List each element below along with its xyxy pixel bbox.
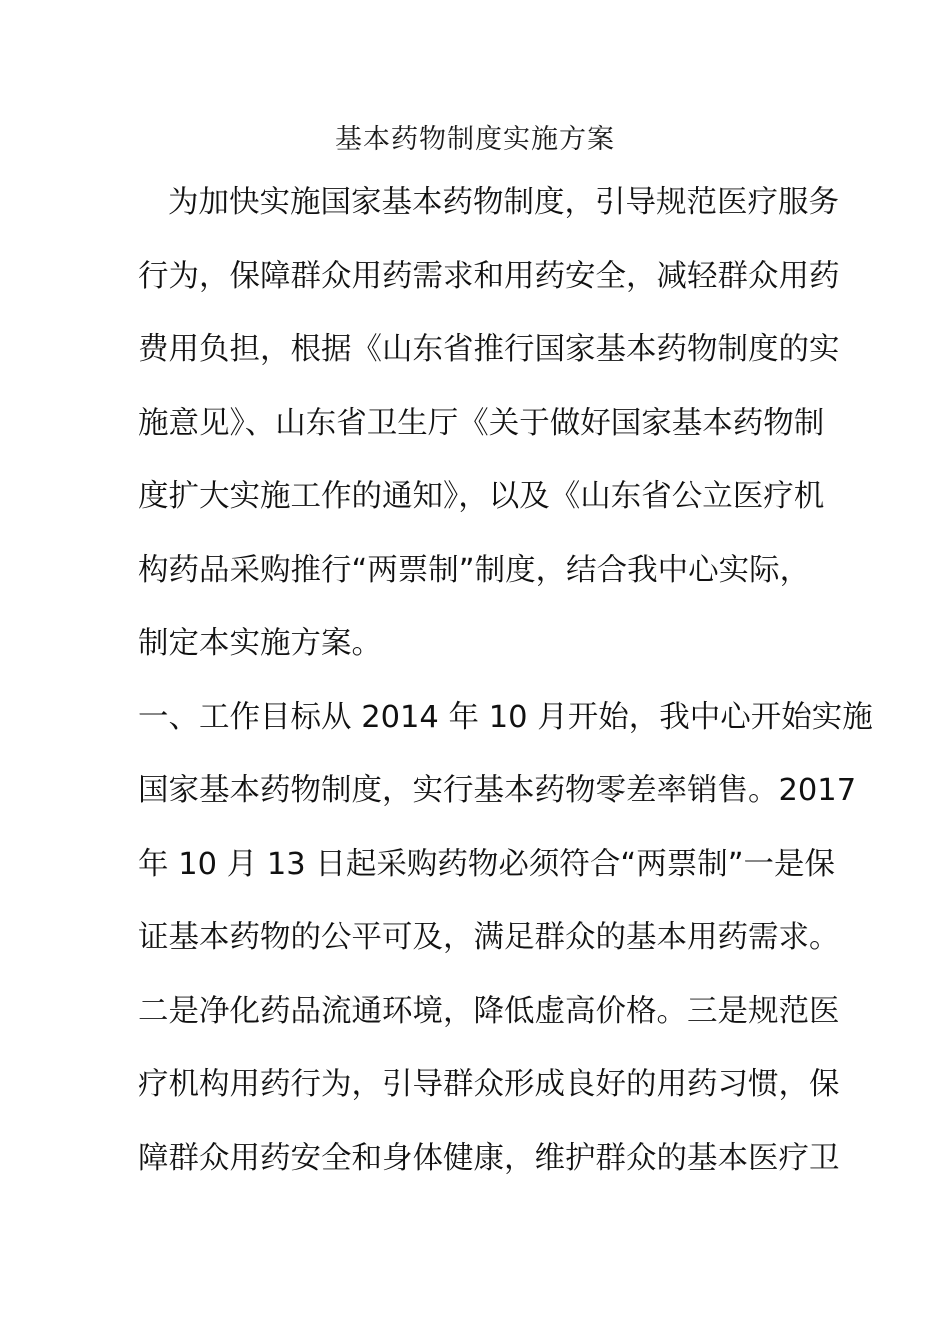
body-line: 度扩大实施工作的通知》，以及《山东省公立医疗机 [138,479,825,514]
body-line: 年 10 月 13 日起采购药物必须符合“两票制”一是保 [138,846,836,882]
body-line: 障群众用药安全和身体健康，维护群众的基本医疗卫 [138,1140,840,1176]
body-line: 为加快实施国家基本药物制度，引导规范医疗服务 [168,185,839,220]
body-line: 制定本实施方案。 [138,626,382,661]
body-line: 行为，保障群众用药需求和用药安全，减轻群众用药 [138,258,840,294]
body-line: 二是净化药品流通环境，降低虚高价格。三是规范医 [138,993,840,1029]
document-body [138,177,873,1206]
body-line: 证基本药物的公平可及，满足群众的基本用药需求。 [138,920,840,955]
body-line: 构药品采购推行“两票制”制度，结合我中心实际， [138,552,811,588]
body-line: 疗机构用药行为，引导群众形成良好的用药习惯，保 [138,1067,840,1102]
body-line: 费用负担，根据《山东省推行国家基本药物制度的实 [138,332,840,367]
body-line: 一、工作目标从 2014 年 10 月开始，我中心开始实施 [138,699,873,735]
document-title: 基本药物制度实施方案 [335,124,615,155]
body-line: 施意见》、山东省卫生厅《关于做好国家基本药物制 [138,405,825,441]
body-line: 国家基本药物制度，实行基本药物零差率销售。2017 [138,773,857,808]
